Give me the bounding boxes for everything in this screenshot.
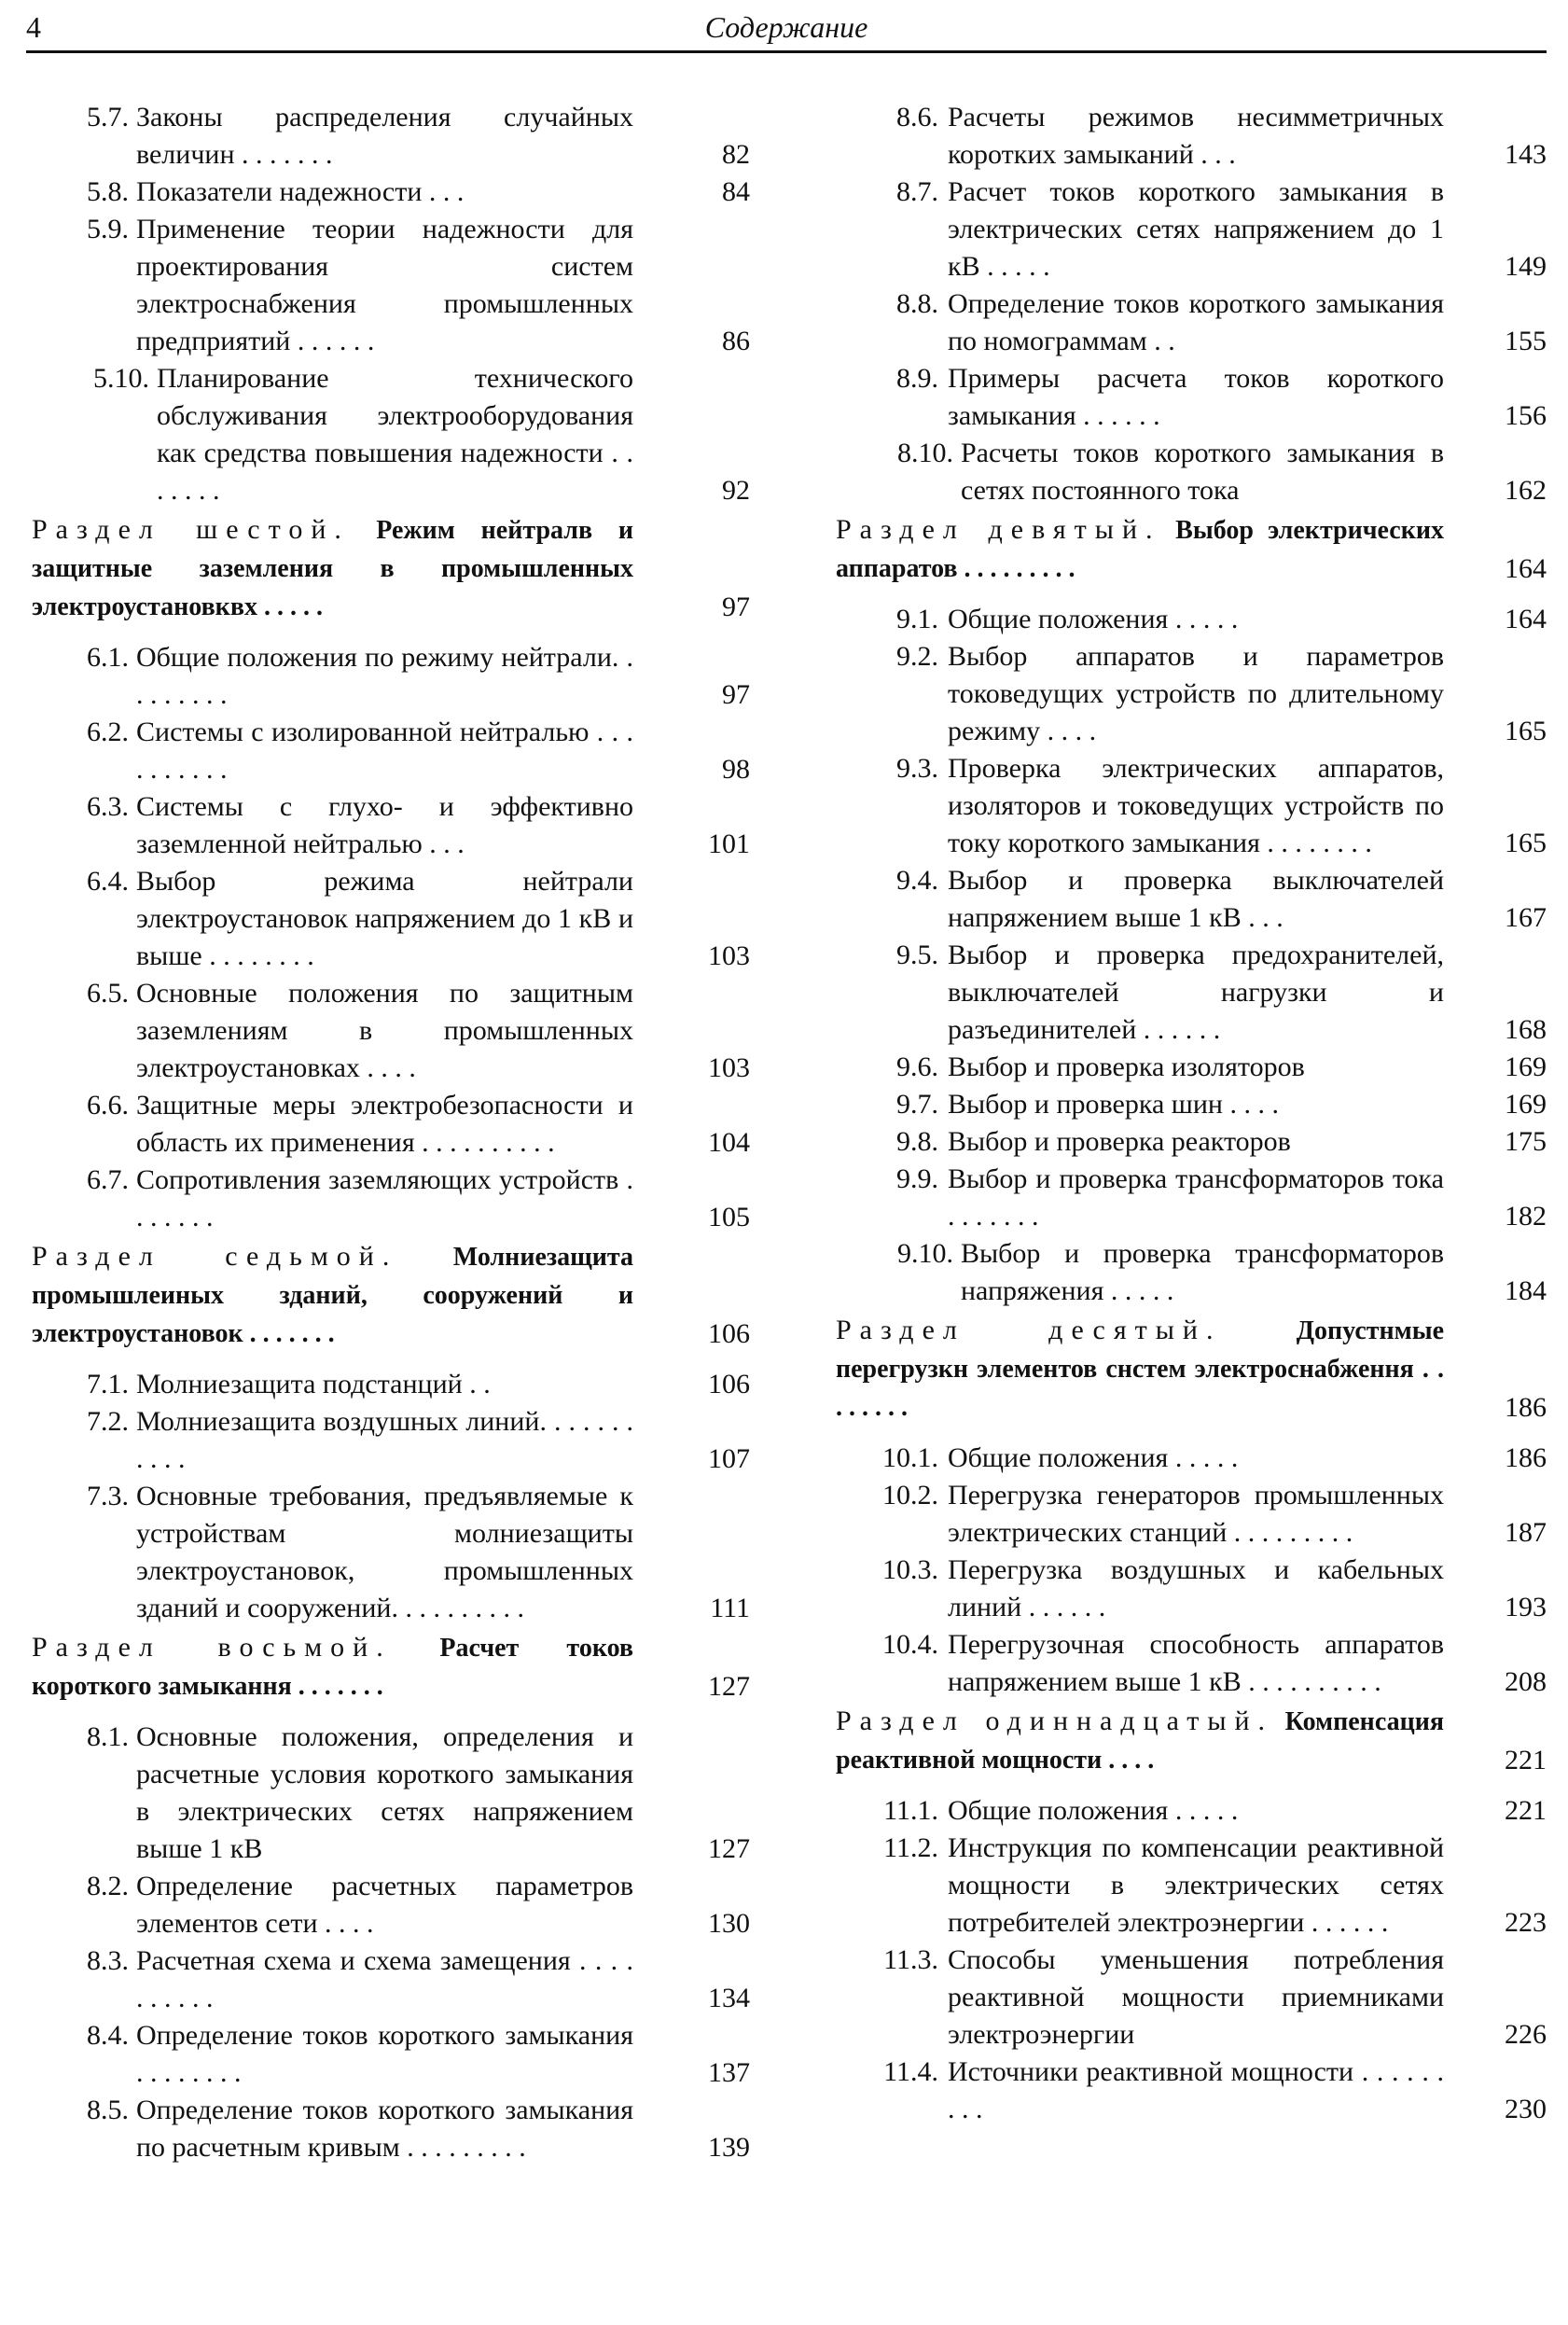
toc-entry-title: Общие положения . . . . .	[948, 604, 1239, 634]
page-header	[26, 6, 1547, 49]
toc-entry	[836, 99, 1547, 174]
page-number: 4	[26, 10, 41, 44]
toc-entry-number: 6.7.	[87, 1164, 129, 1195]
toc-entry	[836, 862, 1547, 937]
toc-entry-number: 11.2.	[883, 1832, 938, 1863]
toc-entry-number: 8.1.	[87, 1721, 129, 1752]
toc-page-number: 98	[722, 754, 750, 785]
toc-entry	[32, 1403, 750, 1478]
toc-entry	[836, 360, 1547, 435]
toc-page-number: 168	[1505, 1014, 1547, 1045]
toc-page-number: 165	[1505, 716, 1547, 746]
toc-entry	[32, 1719, 750, 1868]
toc-entry	[32, 360, 750, 509]
toc-entry-title: Определение токов короткого замыкания по расчетным кривым . . . . . . . . .	[136, 2095, 633, 2163]
toc-page-number: 107	[708, 1443, 750, 1474]
toc-entry-number: 9.3.	[896, 753, 938, 784]
toc-entry-number: 8.9.	[896, 363, 938, 394]
toc-entry-number: 8.8.	[896, 288, 938, 319]
toc-entry	[836, 1552, 1547, 1626]
section-text	[32, 511, 633, 626]
toc-page-number: 221	[1505, 1795, 1547, 1826]
toc-entry-title: Основные положения, определения и расчетные условия короткого замыкания в электрических сетях напряжением выше 1 кВ	[136, 1721, 633, 1864]
toc-page-number: 106	[708, 1369, 750, 1399]
toc-page-number: 130	[708, 1908, 750, 1939]
toc-entry	[836, 174, 1547, 285]
toc-entry	[836, 1626, 1547, 1701]
toc-page-number: 137	[708, 2057, 750, 2088]
section-title: Допустнмые перегрузкн элементов снстем электроснабження . . . . . . . .	[836, 1316, 1444, 1422]
toc-entry-title: Выбор и проверка трансформаторов тока . . . . . . .	[948, 1163, 1444, 1232]
toc-entry-title: Показатели надежности . . .	[136, 176, 465, 207]
toc-entry	[836, 435, 1547, 509]
toc-entry-number: 9.8.	[896, 1126, 938, 1157]
toc-entry	[32, 975, 750, 1087]
toc-page-number: 134	[708, 1983, 750, 2013]
toc-entry-title: Общие положения по режиму нейтрали. . . . . . . . .	[136, 642, 633, 710]
toc-page-number: 127	[708, 1671, 750, 1702]
toc-entry	[32, 1868, 750, 1942]
toc-entry-title: Выбор и проверка предохранителей, выключателей нагрузки и разъединителей . . . . . .	[948, 940, 1444, 1045]
toc-page-number: 84	[722, 176, 750, 207]
toc-page-number: 86	[722, 326, 750, 356]
toc-entry	[32, 714, 750, 788]
section-text	[836, 1312, 1444, 1427]
toc-entry-title: Выбор и проверка реакторов	[948, 1126, 1291, 1157]
toc-entry-number: 10.2.	[882, 1480, 938, 1511]
toc-page-number: 127	[708, 1833, 750, 1864]
toc-page-number: 193	[1505, 1592, 1547, 1622]
toc-page-number: 226	[1505, 2019, 1547, 2050]
toc-entry-title: Перегрузочная способность аппаратов напряжением выше 1 кВ . . . . . . . . . .	[948, 1629, 1444, 1697]
toc-entry	[836, 1086, 1547, 1123]
toc-entry	[836, 285, 1547, 360]
toc-entry-number: 5.8.	[87, 176, 129, 207]
toc-entry	[32, 788, 750, 863]
toc-entry-title: Расчеты токов короткого замыкания в сетях постоянного тока	[961, 438, 1444, 506]
toc-entry	[836, 638, 1547, 750]
section-title: Молниезащита промышлеиных зданий, сооружений и электроустановок . . . . . . .	[32, 1243, 633, 1348]
section-title: Режим нейтралв и защитные заземления в промышленных электроустановквх . . . . .	[32, 516, 634, 621]
toc-entry-number: 11.1.	[883, 1795, 938, 1826]
toc-entry	[836, 1792, 1547, 1830]
toc-entry	[836, 1161, 1547, 1235]
toc-entry-number: 6.3.	[87, 791, 129, 822]
toc-page-number: 182	[1505, 1201, 1547, 1232]
section-label: Раздел десятый.	[836, 1315, 1222, 1345]
section-label: Раздел седьмой.	[32, 1241, 398, 1272]
toc-entry-title: Защитные меры электробезопасности и область их применения . . . . . . . . . .	[136, 1090, 633, 1158]
toc-page-number: 223	[1505, 1907, 1547, 1938]
toc-entry	[32, 1942, 750, 2017]
toc-page-number: 221	[1505, 1745, 1547, 1775]
toc-entry-title: Применение теории надежности для проектирования систем электроснабжения промышленных предприятий . . . . . .	[136, 214, 633, 356]
toc-page-number: 230	[1505, 2094, 1547, 2124]
toc-entry-title: Законы распределения случайных величин . . . . . . .	[136, 102, 633, 170]
section-label: Раздел одиннадцатый.	[836, 1705, 1274, 1736]
toc-page-number: 143	[1505, 139, 1547, 170]
toc-page-number: 82	[722, 139, 750, 170]
toc-page-number: 111	[710, 1593, 750, 1623]
toc-entry-title: Молниезащита воздушных линий. . . . . . . . . . .	[136, 1406, 633, 1474]
toc-entry-number: 8.3.	[87, 1945, 129, 1976]
toc-section-heading	[836, 1703, 1547, 1779]
toc-entry-title: Выбор аппаратов и параметров токоведущих устройств по длительному режиму . . . .	[948, 641, 1444, 746]
toc-entry-number: 5.7.	[87, 102, 129, 132]
toc-entry	[836, 1830, 1547, 1942]
toc-entry-number: 11.3.	[883, 1944, 938, 1975]
toc-page-number: 97	[722, 592, 750, 622]
toc-entry	[836, 2054, 1547, 2128]
toc-page-number: 156	[1505, 400, 1547, 431]
toc-entry-title: Примеры расчета токов короткого замыкания . . . . . .	[948, 363, 1444, 431]
toc-page-number: 186	[1505, 1442, 1547, 1473]
section-label: Раздел девятый.	[836, 514, 1161, 545]
toc-entry-title: Выбор и проверка выключателей напряжением выше 1 кВ . . .	[948, 865, 1444, 933]
toc-page-number: 149	[1505, 251, 1547, 282]
toc-entry-title: Основные требования, предъявляемые к устройствам молниезащиты электроустановок, промышленных зданий и сооружений. . . . . . . . . .	[136, 1481, 633, 1623]
toc-entry-number: 6.1.	[87, 642, 129, 673]
section-text	[32, 1629, 633, 1705]
toc-page-number: 187	[1505, 1517, 1547, 1548]
section-text	[836, 511, 1444, 588]
toc-entry-title: Основные положения по защитным заземлениям в промышленных электроустановках . . . .	[136, 978, 633, 1083]
toc-entry-title: Молниезащита подстанций . .	[136, 1369, 491, 1399]
toc-entry	[836, 1477, 1547, 1552]
toc-page-number: 186	[1505, 1392, 1547, 1423]
toc-page-number: 169	[1505, 1051, 1547, 1082]
toc-page-number: 155	[1505, 326, 1547, 356]
toc-entry-number: 10.1.	[882, 1442, 938, 1473]
running-title: Содержание	[704, 10, 868, 44]
toc-entry	[32, 1087, 750, 1162]
toc-page-number: 139	[708, 2132, 750, 2163]
toc-entry-title: Определение токов короткого замыкания по номограммам . .	[948, 288, 1444, 356]
toc-entry-number: 6.5.	[87, 978, 129, 1009]
toc-entry	[836, 1440, 1547, 1477]
toc-entry-title: Расчеты режимов несимметричных коротких замыканий . . .	[948, 102, 1444, 170]
toc-page-number: 164	[1505, 604, 1547, 634]
toc-section-heading	[32, 1629, 750, 1705]
toc-entry	[836, 937, 1547, 1049]
toc-entry-number: 9.4.	[896, 865, 938, 896]
toc-entry-number: 7.2.	[87, 1406, 129, 1437]
toc-entry	[32, 1478, 750, 1627]
toc-entry-title: Выбор режима нейтрали электроустановок напряжением до 1 кВ и выше . . . . . . . .	[136, 866, 633, 971]
toc-entry	[836, 1235, 1547, 1310]
toc-entry-number: 6.6.	[87, 1090, 129, 1121]
toc-entry	[836, 1049, 1547, 1086]
section-title: Расчет токов короткого замыкання . . . . . . .	[32, 1634, 633, 1701]
toc-entry-number: 5.9.	[87, 214, 129, 244]
toc-entry-title: Инструкция по компенсации реактивной мощности в электрических сетях потребителей электроэнергии . . . . . .	[948, 1832, 1444, 1938]
toc-entry-title: Способы уменьшения потребления реактивной мощности приемниками электроэнергии	[948, 1944, 1444, 2050]
toc-entry-title: Выбор и проверка трансформаторов напряжения . . . . .	[961, 1238, 1444, 1306]
toc-entry-number: 8.2.	[87, 1871, 129, 1901]
toc-entry	[32, 639, 750, 714]
toc-section-heading	[836, 1312, 1547, 1427]
toc-entry-title: Системы с изолированной нейтралью . . . . . . . . . .	[136, 717, 633, 785]
section-text	[32, 1238, 633, 1353]
toc-entry-title: Перегрузка генераторов промышленных электрических станций . . . . . . . . .	[948, 1480, 1444, 1548]
toc-page-number: 106	[708, 1318, 750, 1349]
toc-page-number: 169	[1505, 1089, 1547, 1120]
toc-entry	[836, 750, 1547, 862]
toc-entry-title: Выбор и проверка шин . . . .	[948, 1089, 1279, 1120]
toc-entry-number: 9.1.	[896, 604, 938, 634]
toc-page-number: 101	[708, 828, 750, 859]
toc-entry-title: Определение расчетных параметров элементов сети . . . .	[136, 1871, 633, 1939]
toc-entry-number: 10.3.	[882, 1554, 938, 1585]
section-title: Компенсация реактивной мощности . . . .	[836, 1707, 1444, 1775]
toc-page-number: 164	[1505, 553, 1547, 584]
toc-entry-number: 6.4.	[87, 866, 129, 897]
toc-page-number: 103	[708, 940, 750, 971]
section-title: Выбор электрических аппаратов . . . . . . . . .	[836, 516, 1444, 583]
toc-entry-number: 8.4.	[87, 2020, 129, 2051]
toc-entry-title: Системы с глухо- и эффективно заземленной нейтралью . . .	[136, 791, 633, 859]
toc-page-number: 208	[1505, 1666, 1547, 1697]
toc-entry-title: Определение токов короткого замыкания . . . . . . . .	[136, 2020, 633, 2088]
toc-section-heading	[32, 1238, 750, 1353]
toc-entry	[32, 99, 750, 174]
toc-entry-title: Источники реактивной мощности . . . . . . . . .	[948, 2056, 1444, 2124]
toc-entry	[32, 863, 750, 975]
toc-entry-title: Планирование технического обслуживания электрооборудования как средства повышения надежности . . . . . . .	[157, 363, 633, 506]
toc-entry-title: Общие положения . . . . .	[948, 1795, 1239, 1826]
toc-page-number: 97	[722, 679, 750, 710]
toc-entry-number: 6.2.	[87, 717, 129, 747]
toc-entry-number: 9.5.	[896, 940, 938, 970]
toc-entry-number: 9.10.	[897, 1238, 953, 1269]
toc-entry-number: 9.7.	[896, 1089, 938, 1120]
toc-section-heading	[32, 511, 750, 626]
toc-entry	[32, 2092, 750, 2166]
toc-entry	[836, 601, 1547, 638]
toc-entry	[32, 211, 750, 360]
toc-entry-number: 11.4.	[883, 2056, 938, 2087]
toc-entry-number: 9.6.	[896, 1051, 938, 1082]
toc-entry	[836, 1123, 1547, 1161]
toc-entry-number: 9.2.	[896, 641, 938, 672]
toc-entry-number: 10.4.	[882, 1629, 938, 1660]
toc-page-number: 175	[1505, 1126, 1547, 1157]
toc-entry-number: 5.10.	[93, 363, 149, 394]
toc-page-number: 104	[708, 1127, 750, 1158]
toc-entry	[836, 1942, 1547, 2054]
toc-entry-title: Расчетная схема и схема замещения . . . . . . . . . .	[136, 1945, 633, 2013]
toc-entry-title: Расчет токов короткого замыкания в электрических сетях напряжением до 1 кВ . . . . .	[948, 176, 1444, 282]
toc-entry-number: 9.9.	[896, 1163, 938, 1194]
toc-page-number: 167	[1505, 902, 1547, 933]
header-rule	[26, 50, 1547, 53]
toc-entry-number: 8.10.	[897, 438, 953, 468]
toc-entry-number: 8.6.	[896, 102, 938, 132]
toc-section-heading	[836, 511, 1547, 588]
toc-entry	[32, 2017, 750, 2092]
toc-entry	[32, 1162, 750, 1236]
section-label: Раздел шестой.	[32, 514, 350, 545]
toc-entry-number: 8.5.	[87, 2095, 129, 2125]
toc-page-number: 92	[722, 475, 750, 506]
toc-page-number: 103	[708, 1052, 750, 1083]
section-text	[836, 1703, 1444, 1779]
toc-entry-title: Проверка электрических аппаратов, изоляторов и токоведущих устройств по току короткого замыкания . . . . . . . .	[948, 753, 1444, 858]
toc-entry-title: Сопротивления заземляющих устройств . . . . . . .	[136, 1164, 633, 1232]
toc-entry-number: 7.3.	[87, 1481, 129, 1511]
toc-entry-number: 7.1.	[87, 1369, 129, 1399]
toc-entry-title: Общие положения . . . . .	[948, 1442, 1239, 1473]
toc-entry	[32, 174, 750, 211]
toc-column-left	[32, 99, 750, 2166]
toc-entry-title: Перегрузка воздушных и кабельных линий . . . . . .	[948, 1554, 1444, 1622]
toc-page-number: 184	[1505, 1275, 1547, 1306]
toc-entry-title: Выбор и проверка изоляторов	[948, 1051, 1305, 1082]
toc-column-right	[836, 99, 1547, 2128]
toc-entry-number: 8.7.	[896, 176, 938, 207]
toc-entry	[32, 1366, 750, 1403]
section-label: Раздел восьмой.	[32, 1632, 392, 1663]
toc-page-number: 165	[1505, 828, 1547, 858]
toc-page-number: 105	[708, 1202, 750, 1232]
toc-page-number: 162	[1505, 475, 1547, 506]
